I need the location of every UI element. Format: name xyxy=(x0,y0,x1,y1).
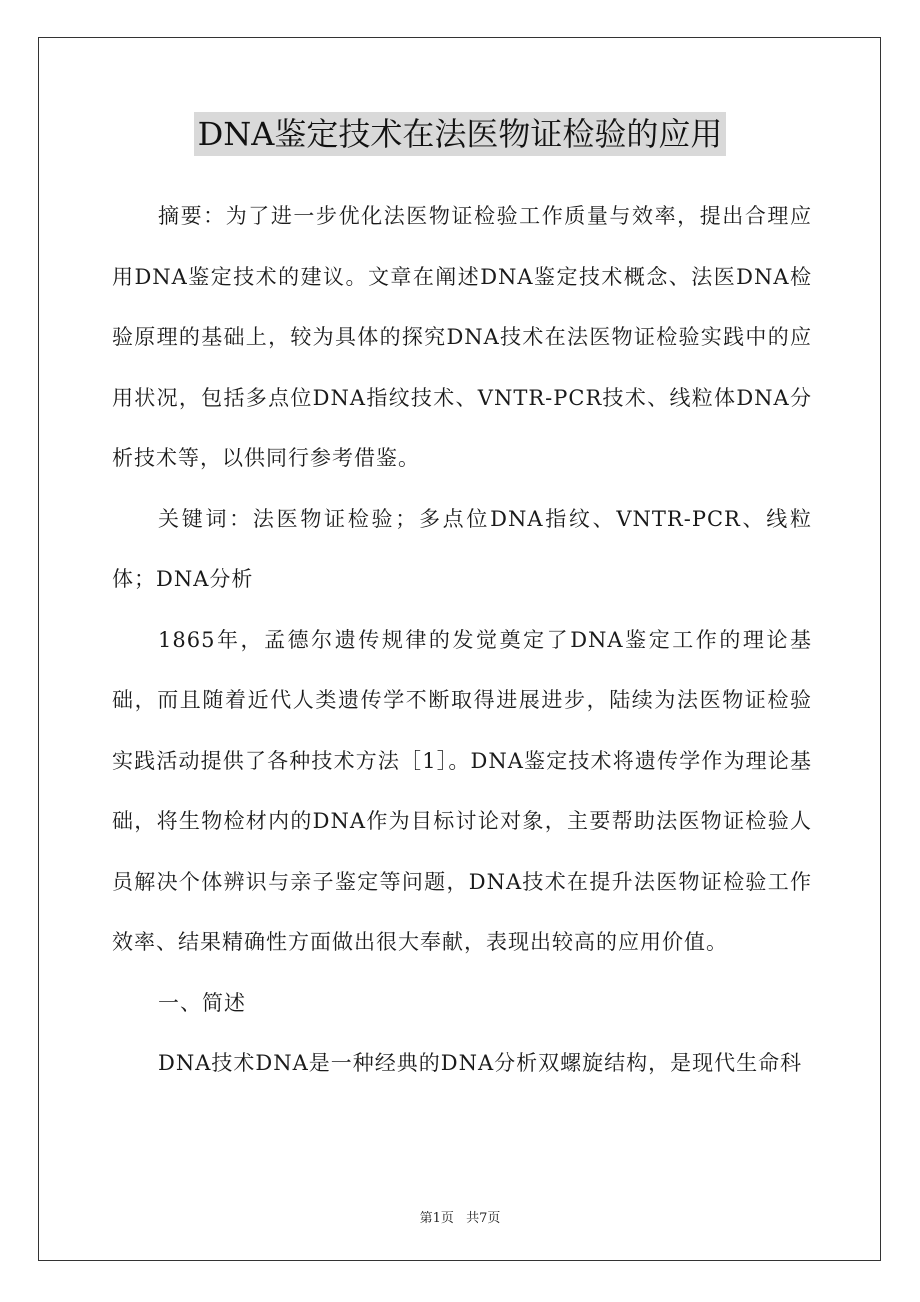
intro-paragraph: 1865年，孟德尔遗传规律的发觉奠定了DNA鉴定工作的理论基础，而且随着近代人类遗传学不断取得进展进步，陆续为法医物证检验实践活动提供了各种技术方法［1］。DNA鉴定技术将遗传学作为理论基础，将生物检材内的DNA作为目标讨论对象，主要帮助法医物证检验人员解决个体辨识与亲子鉴定等问题，DNA技术在提升法医物证检验工作效率、结果精确性方面做出很大奉献，表现出较高的应用价值。 xyxy=(112,627,812,954)
title-container xyxy=(0,112,920,156)
page-footer xyxy=(0,1207,920,1226)
document-title: DNA鉴定技术在法医物证检验的应用 xyxy=(194,112,727,156)
page-number: 第1页 xyxy=(419,1211,454,1226)
section-paragraph: DNA技术DNA是一种经典的DNA分析双螺旋结构，是现代生命科 xyxy=(158,1051,803,1075)
keywords-paragraph: 关键词：法医物证检验；多点位DNA指纹、VNTR-PCR、线粒体；DNA分析 xyxy=(112,506,812,591)
document-body xyxy=(112,186,812,1094)
abstract-paragraph: 摘要：为了进一步优化法医物证检验工作质量与效率，提出合理应用DNA鉴定技术的建议。文章在阐述DNA鉴定技术概念、法医DNA检验原理的基础上，较为具体的探究DNA技术在法医物证检验实践中的应用状况，包括多点位DNA指纹技术、VNTR-PCR技术、线粒体DNA分析技术等，以供同行参考借鉴。 xyxy=(112,204,812,470)
section-heading: 一、简述 xyxy=(158,990,246,1015)
total-pages: 共7页 xyxy=(466,1211,501,1226)
